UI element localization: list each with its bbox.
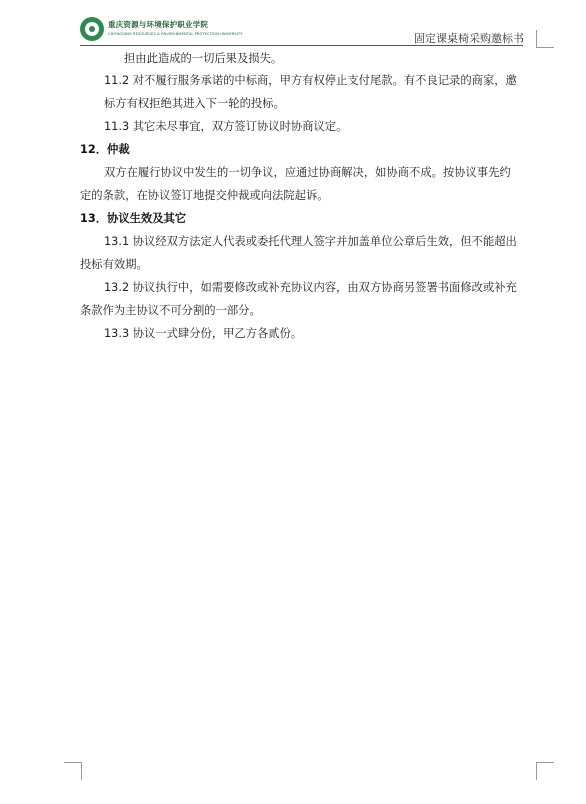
logo-english-name: CHONGQING RESOURCES & ENVIRONMENTAL PROTECTION UNIVERSITY bbox=[108, 32, 243, 36]
corner-mark-bottom-left bbox=[64, 762, 82, 780]
corner-mark-top-right bbox=[536, 30, 554, 48]
college-logo bbox=[80, 17, 243, 43]
paragraph-line: 标方有权拒绝其进入下一轮的投标。 bbox=[104, 97, 285, 110]
clause-13-1: 13.1 协议经双方法定人代表或委托代理人签字并加盖单位公章后生效，但不能超出 bbox=[104, 235, 517, 248]
document-title: 固定课桌椅采购邀标书 bbox=[414, 32, 524, 45]
header-divider bbox=[80, 45, 523, 46]
paragraph-line: 投标有效期。 bbox=[80, 258, 148, 271]
section-heading-12: 12．仲裁 bbox=[80, 143, 130, 156]
corner-mark-bottom-right bbox=[536, 762, 554, 780]
paragraph-line: 双方在履行协议中发生的一切争议，应通过协商解决，如协商不成。按协议事先约 bbox=[104, 166, 511, 179]
clause-11-3: 11.3 其它未尽事宜，双方签订协议时协商议定。 bbox=[104, 120, 348, 133]
page-header bbox=[0, 0, 586, 50]
paragraph-line: 定的条款，在协议签订地提交仲裁或向法院起诉。 bbox=[80, 189, 329, 202]
logo-chinese-name: 重庆资源与环境保护职业学院 bbox=[108, 20, 209, 29]
clause-11-2: 11.2 对不履行服务承诺的中标商，甲方有权停止支付尾款。有不良记录的商家，邀 bbox=[104, 74, 517, 87]
clause-13-2: 13.2 协议执行中，如需要修改或补充协议内容，由双方协商另签署书面修改或补充 bbox=[104, 281, 517, 294]
clause-13-3: 13.3 协议一式肆分份，甲乙方各贰份。 bbox=[104, 327, 303, 340]
paragraph-line: 条款作为主协议不可分割的一部分。 bbox=[80, 304, 261, 317]
paragraph-line: 担由此造成的一切后果及损失。 bbox=[124, 52, 283, 65]
section-heading-13: 13．协议生效及其它 bbox=[80, 212, 187, 225]
